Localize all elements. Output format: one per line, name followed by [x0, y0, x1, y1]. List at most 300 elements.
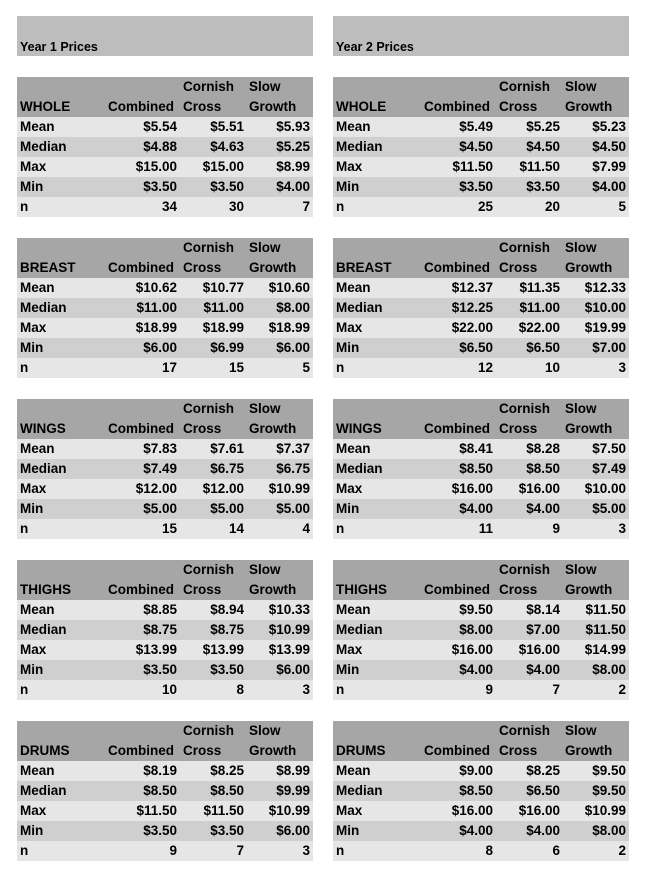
year2-title: Year 2 Prices: [336, 40, 414, 54]
combined-header: Combined: [108, 421, 174, 436]
cornish-header-line2: Cross: [499, 582, 538, 597]
row-label: Median: [336, 783, 383, 798]
table-row: [17, 519, 313, 539]
table-row: [17, 117, 313, 137]
cornish-value: $4.00: [526, 823, 560, 838]
slow-growth-value: $8.00: [592, 662, 626, 677]
slow-growth-value: 3: [618, 360, 626, 375]
slow-growth-value: $7.37: [276, 441, 310, 456]
table-row: [333, 680, 629, 700]
price-table-whole: [17, 77, 313, 217]
cornish-value: $8.25: [210, 763, 244, 778]
row-label: n: [20, 682, 29, 697]
table-row: [17, 821, 313, 841]
combined-value: $16.00: [451, 481, 493, 496]
price-table-drums: [17, 721, 313, 861]
combined-value: $4.00: [459, 823, 493, 838]
combined-value: $5.00: [143, 501, 177, 516]
table-row: [333, 318, 629, 338]
row-label: Mean: [20, 763, 55, 778]
row-label: n: [20, 199, 29, 214]
row-label: Mean: [20, 119, 55, 134]
slow-header-line2: Growth: [249, 99, 297, 114]
table-header: [17, 238, 313, 278]
cornish-value: 14: [228, 521, 244, 536]
table-row: [17, 358, 313, 378]
row-label: Median: [336, 300, 383, 315]
cornish-value: $16.00: [518, 481, 560, 496]
table-row: [17, 680, 313, 700]
cornish-value: $3.50: [210, 823, 244, 838]
price-table-whole: [333, 77, 629, 217]
cornish-header-line1: Cornish: [183, 240, 235, 255]
cornish-value: 9: [552, 521, 560, 536]
slow-header-line2: Growth: [249, 421, 297, 436]
row-label: Min: [20, 340, 44, 355]
row-label: Min: [336, 340, 360, 355]
slow-growth-value: $5.00: [276, 501, 310, 516]
cornish-header-line2: Cross: [499, 743, 538, 758]
table-row: [333, 821, 629, 841]
cornish-value: $8.14: [526, 602, 560, 617]
slow-growth-value: $6.00: [276, 662, 310, 677]
slow-header-line2: Growth: [565, 743, 613, 758]
slow-growth-value: $5.25: [276, 139, 310, 154]
cornish-value: $5.00: [210, 501, 244, 516]
row-label: n: [336, 682, 345, 697]
combined-value: $9.00: [459, 763, 493, 778]
combined-value: 8: [485, 843, 493, 858]
row-label: n: [336, 521, 345, 536]
cornish-value: $11.00: [203, 300, 244, 315]
row-label: Median: [336, 622, 383, 637]
row-label: Mean: [20, 602, 55, 617]
combined-header: Combined: [424, 582, 490, 597]
slow-header-line2: Growth: [565, 99, 613, 114]
row-label: Mean: [20, 280, 55, 295]
table-row: [333, 117, 629, 137]
category-label: WHOLE: [336, 99, 387, 114]
row-label: Min: [336, 823, 360, 838]
combined-header: Combined: [108, 582, 174, 597]
table-row: [17, 298, 313, 318]
slow-growth-value: $10.99: [268, 803, 310, 818]
year1-title-bar: [17, 16, 313, 56]
slow-growth-value: $10.00: [584, 300, 626, 315]
combined-value: $4.88: [143, 139, 177, 154]
combined-value: $8.19: [143, 763, 177, 778]
combined-value: $10.62: [135, 280, 177, 295]
table-row: [333, 157, 629, 177]
cornish-value: $3.50: [526, 179, 560, 194]
row-label: Min: [20, 501, 44, 516]
table-row: [17, 761, 313, 781]
slow-growth-value: $8.00: [276, 300, 310, 315]
table-row: [17, 439, 313, 459]
cornish-value: $8.75: [210, 622, 244, 637]
row-label: Min: [20, 823, 44, 838]
row-label: Max: [336, 481, 363, 496]
cornish-header-line1: Cornish: [499, 401, 551, 416]
table-row: [333, 298, 629, 318]
slow-growth-value: $10.99: [268, 481, 310, 496]
category-label: THIGHS: [336, 582, 388, 597]
slow-growth-value: $6.00: [276, 823, 310, 838]
row-label: Median: [20, 783, 67, 798]
combined-value: 15: [161, 521, 177, 536]
slow-growth-value: 2: [618, 843, 626, 858]
combined-value: $16.00: [451, 642, 493, 657]
cornish-header-line1: Cornish: [499, 240, 551, 255]
cornish-header-line1: Cornish: [183, 79, 235, 94]
combined-value: $8.00: [459, 622, 493, 637]
slow-growth-value: $12.33: [584, 280, 626, 295]
table-row: [333, 841, 629, 861]
table-header: [333, 399, 629, 439]
row-label: Mean: [336, 763, 371, 778]
table-row: [17, 620, 313, 640]
row-label: Min: [336, 179, 360, 194]
combined-value: $8.50: [459, 783, 493, 798]
cornish-value: $11.50: [519, 159, 560, 174]
cornish-value: 8: [236, 682, 244, 697]
row-label: Max: [20, 481, 47, 496]
year2-column: [333, 16, 629, 861]
row-label: Max: [20, 803, 47, 818]
row-label: n: [336, 360, 345, 375]
table-row: [333, 781, 629, 801]
combined-value: $16.00: [451, 803, 493, 818]
slow-growth-value: 2: [618, 682, 626, 697]
price-table-thighs: [17, 560, 313, 700]
combined-header: Combined: [424, 260, 490, 275]
slow-growth-value: $7.00: [592, 340, 626, 355]
cornish-value: 10: [544, 360, 560, 375]
table-row: [17, 318, 313, 338]
cornish-header-line1: Cornish: [183, 401, 235, 416]
slow-growth-value: $4.50: [592, 139, 626, 154]
row-label: n: [20, 521, 29, 536]
row-label: Mean: [336, 441, 371, 456]
combined-value: $22.00: [451, 320, 493, 335]
slow-growth-value: $13.99: [268, 642, 310, 657]
combined-value: $5.49: [459, 119, 493, 134]
slow-growth-value: $7.99: [592, 159, 626, 174]
slow-growth-value: $10.33: [268, 602, 310, 617]
combined-value: $3.50: [143, 179, 177, 194]
category-label: WHOLE: [20, 99, 71, 114]
row-label: Median: [336, 461, 383, 476]
table-row: [333, 479, 629, 499]
table-row: [17, 459, 313, 479]
cornish-value: $4.00: [526, 501, 560, 516]
table-row: [333, 358, 629, 378]
table-row: [333, 439, 629, 459]
table-row: [17, 600, 313, 620]
cornish-value: $8.50: [210, 783, 244, 798]
table-header: [17, 77, 313, 117]
table-header: [333, 721, 629, 761]
slow-growth-value: $18.99: [268, 320, 310, 335]
slow-growth-value: $7.50: [592, 441, 626, 456]
combined-value: $13.99: [135, 642, 177, 657]
slow-growth-value: 5: [302, 360, 310, 375]
row-label: n: [20, 360, 29, 375]
cornish-header-line1: Cornish: [499, 562, 551, 577]
cornish-value: $16.00: [518, 642, 560, 657]
combined-value: $8.85: [143, 602, 177, 617]
slow-growth-value: 3: [618, 521, 626, 536]
cornish-header-line2: Cross: [499, 421, 538, 436]
row-label: Max: [336, 642, 363, 657]
row-label: Min: [336, 662, 360, 677]
combined-header: Combined: [424, 421, 490, 436]
slow-growth-value: $7.49: [592, 461, 626, 476]
cornish-header-line2: Cross: [183, 421, 222, 436]
cornish-value: $7.00: [526, 622, 560, 637]
year1-title: Year 1 Prices: [20, 40, 98, 54]
year2-title-bar: [333, 16, 629, 56]
slow-growth-value: $11.50: [585, 622, 626, 637]
row-label: n: [20, 843, 29, 858]
cornish-value: $6.50: [526, 340, 560, 355]
cornish-header-line2: Cross: [499, 260, 538, 275]
table-row: [17, 197, 313, 217]
cornish-value: $13.99: [202, 642, 244, 657]
slow-growth-value: $4.00: [592, 179, 626, 194]
row-label: Median: [20, 139, 67, 154]
slow-header-line1: Slow: [249, 79, 281, 94]
category-label: WINGS: [336, 421, 382, 436]
slow-growth-value: $9.50: [592, 763, 626, 778]
combined-value: $12.00: [135, 481, 177, 496]
table-row: [333, 278, 629, 298]
cornish-value: 7: [552, 682, 560, 697]
category-label: DRUMS: [336, 743, 386, 758]
row-label: Median: [20, 461, 67, 476]
table-row: [17, 841, 313, 861]
slow-growth-value: $10.60: [268, 280, 310, 295]
row-label: Median: [20, 622, 67, 637]
slow-header-line2: Growth: [249, 582, 297, 597]
table-header: [17, 721, 313, 761]
cornish-value: $4.63: [210, 139, 244, 154]
cornish-header-line1: Cornish: [183, 562, 235, 577]
slow-header-line2: Growth: [249, 743, 297, 758]
cornish-value: $12.00: [202, 481, 244, 496]
combined-value: 11: [478, 521, 493, 536]
combined-value: $4.00: [459, 662, 493, 677]
combined-value: $8.75: [143, 622, 177, 637]
price-table-drums: [333, 721, 629, 861]
row-label: Min: [20, 662, 44, 677]
row-label: Mean: [20, 441, 55, 456]
cornish-value: $8.28: [526, 441, 560, 456]
cornish-value: $8.50: [526, 461, 560, 476]
category-label: WINGS: [20, 421, 66, 436]
row-label: Max: [336, 159, 363, 174]
category-label: BREAST: [20, 260, 76, 275]
slow-header-line2: Growth: [565, 582, 613, 597]
table-row: [333, 660, 629, 680]
slow-header-line2: Growth: [565, 260, 613, 275]
cornish-value: $8.94: [210, 602, 244, 617]
cornish-value: $4.50: [526, 139, 560, 154]
cornish-header-line2: Cross: [183, 743, 222, 758]
combined-value: $11.00: [136, 300, 177, 315]
slow-header-line1: Slow: [565, 562, 597, 577]
slow-growth-value: $8.99: [276, 159, 310, 174]
year1-column: [17, 16, 313, 861]
slow-header-line1: Slow: [249, 240, 281, 255]
table-row: [17, 278, 313, 298]
cornish-header-line1: Cornish: [183, 723, 235, 738]
cornish-value: $15.00: [202, 159, 244, 174]
cornish-value: $7.61: [210, 441, 244, 456]
cornish-value: 20: [544, 199, 560, 214]
cornish-value: 6: [552, 843, 560, 858]
row-label: n: [336, 199, 345, 214]
cornish-value: 7: [236, 843, 244, 858]
cornish-header-line2: Cross: [183, 582, 222, 597]
cornish-value: $5.25: [526, 119, 560, 134]
cornish-value: $4.00: [526, 662, 560, 677]
cornish-value: $11.50: [203, 803, 244, 818]
table-row: [17, 177, 313, 197]
slow-header-line2: Growth: [249, 260, 297, 275]
combined-value: $4.50: [459, 139, 493, 154]
row-label: Median: [20, 300, 67, 315]
slow-growth-value: $4.00: [276, 179, 310, 194]
price-table-wings: [17, 399, 313, 539]
row-label: Mean: [336, 602, 371, 617]
table-row: [333, 600, 629, 620]
cornish-value: $6.75: [210, 461, 244, 476]
combined-value: 34: [161, 199, 177, 214]
row-label: Median: [336, 139, 383, 154]
slow-growth-value: $6.00: [276, 340, 310, 355]
table-row: [333, 519, 629, 539]
slow-growth-value: $11.50: [585, 602, 626, 617]
table-header: [17, 399, 313, 439]
table-row: [17, 157, 313, 177]
combined-value: $5.54: [143, 119, 177, 134]
combined-value: $6.00: [143, 340, 177, 355]
combined-value: $9.50: [459, 602, 493, 617]
cornish-header-line2: Cross: [183, 260, 222, 275]
slow-header-line1: Slow: [249, 723, 281, 738]
slow-growth-value: 4: [302, 521, 310, 536]
combined-header: Combined: [108, 743, 174, 758]
table-row: [333, 640, 629, 660]
slow-growth-value: $19.99: [584, 320, 626, 335]
combined-value: $3.50: [143, 662, 177, 677]
slow-header-line1: Slow: [565, 79, 597, 94]
slow-header-line1: Slow: [249, 401, 281, 416]
combined-value: $7.83: [143, 441, 177, 456]
combined-value: $3.50: [459, 179, 493, 194]
combined-value: 25: [477, 199, 493, 214]
table-row: [333, 459, 629, 479]
row-label: Mean: [336, 280, 371, 295]
price-table-breast: [17, 238, 313, 378]
slow-header-line1: Slow: [565, 723, 597, 738]
slow-growth-value: $9.50: [592, 783, 626, 798]
row-label: Max: [20, 642, 47, 657]
table-row: [17, 801, 313, 821]
table-row: [333, 338, 629, 358]
table-row: [17, 781, 313, 801]
category-label: BREAST: [336, 260, 392, 275]
table-header: [333, 560, 629, 600]
slow-growth-value: $10.99: [268, 622, 310, 637]
combined-header: Combined: [108, 99, 174, 114]
combined-header: Combined: [424, 99, 490, 114]
slow-growth-value: $9.99: [276, 783, 310, 798]
row-label: Min: [336, 501, 360, 516]
slow-growth-value: $6.75: [276, 461, 310, 476]
cornish-header-line1: Cornish: [499, 79, 551, 94]
cornish-value: $10.77: [202, 280, 244, 295]
cornish-header-line2: Cross: [183, 99, 222, 114]
combined-value: $6.50: [459, 340, 493, 355]
combined-value: $11.50: [136, 803, 177, 818]
table-header: [17, 560, 313, 600]
price-table-breast: [333, 238, 629, 378]
cornish-value: $6.99: [210, 340, 244, 355]
combined-value: $3.50: [143, 823, 177, 838]
table-row: [333, 177, 629, 197]
table-row: [17, 137, 313, 157]
slow-growth-value: 3: [302, 843, 310, 858]
table-row: [333, 620, 629, 640]
row-label: Min: [20, 179, 44, 194]
combined-header: Combined: [424, 743, 490, 758]
table-row: [333, 761, 629, 781]
cornish-value: 30: [228, 199, 244, 214]
price-table-wings: [333, 399, 629, 539]
combined-value: 10: [161, 682, 177, 697]
slow-growth-value: 7: [302, 199, 310, 214]
cornish-value: $11.00: [519, 300, 560, 315]
combined-value: 17: [161, 360, 177, 375]
slow-growth-value: $5.00: [592, 501, 626, 516]
combined-value: 9: [169, 843, 177, 858]
table-row: [17, 640, 313, 660]
cornish-value: $6.50: [526, 783, 560, 798]
combined-value: $8.50: [143, 783, 177, 798]
cornish-value: $5.51: [210, 119, 244, 134]
table-header: [333, 238, 629, 278]
category-label: THIGHS: [20, 582, 72, 597]
combined-header: Combined: [108, 260, 174, 275]
combined-value: $4.00: [459, 501, 493, 516]
slow-header-line1: Slow: [565, 401, 597, 416]
row-label: n: [336, 843, 345, 858]
row-label: Max: [20, 320, 47, 335]
table-row: [17, 660, 313, 680]
combined-value: $8.41: [459, 441, 493, 456]
row-label: Max: [336, 320, 363, 335]
table-row: [333, 197, 629, 217]
combined-value: $15.00: [135, 159, 177, 174]
slow-growth-value: $5.23: [592, 119, 626, 134]
slow-header-line1: Slow: [249, 562, 281, 577]
cornish-header-line2: Cross: [499, 99, 538, 114]
slow-growth-value: $5.93: [276, 119, 310, 134]
table-row: [333, 499, 629, 519]
row-label: Max: [336, 803, 363, 818]
